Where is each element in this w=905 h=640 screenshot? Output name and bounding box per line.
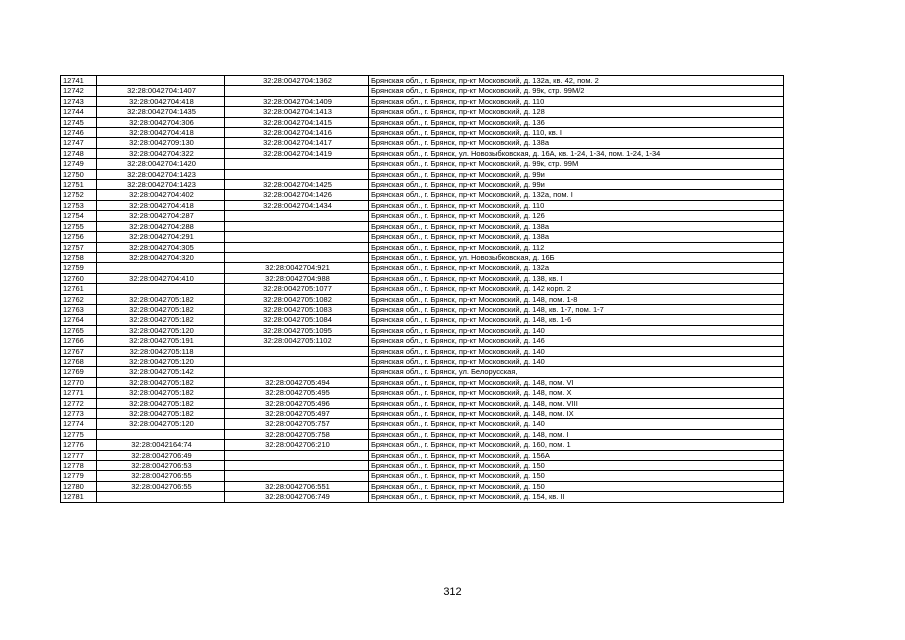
table-row bbox=[61, 107, 784, 117]
parcel-cadastral-number-cell: 32:28:0042705:182 bbox=[97, 294, 225, 304]
object-cadastral-number-cell: 32:28:0042705:495 bbox=[225, 388, 369, 398]
table-row bbox=[61, 429, 784, 439]
table-row bbox=[61, 242, 784, 252]
table-row bbox=[61, 252, 784, 262]
object-cadastral-number-cell: 32:28:0042704:1409 bbox=[225, 96, 369, 106]
address-cell: Брянская обл., г. Брянск, пр-кт Московский, д. 126 bbox=[369, 211, 784, 221]
address-cell: Брянская обл., г. Брянск, пр-кт Московский, д. 148, кв. 1-6 bbox=[369, 315, 784, 325]
parcel-cadastral-number-cell: 32:28:0042704:402 bbox=[97, 190, 225, 200]
address-cell: Брянская обл., г. Брянск, пр-кт Московский, д. 148, кв. 1-7, пом. 1-7 bbox=[369, 304, 784, 314]
address-cell: Брянская обл., г. Брянск, пр-кт Московский, д. 99и bbox=[369, 180, 784, 190]
object-cadastral-number-cell: 32:28:0042704:921 bbox=[225, 263, 369, 273]
table-row bbox=[61, 304, 784, 314]
table-row bbox=[61, 346, 784, 356]
parcel-cadastral-number-cell: 32:28:0042705:191 bbox=[97, 336, 225, 346]
address-cell: Брянская обл., г. Брянск, пр-кт Московский, д. 138а bbox=[369, 221, 784, 231]
table-row bbox=[61, 138, 784, 148]
table-row bbox=[61, 284, 784, 294]
object-cadastral-number-cell: 32:28:0042705:1095 bbox=[225, 325, 369, 335]
address-cell: Брянская обл., г. Брянск, пр-кт Московский, д. 148, пом. VI bbox=[369, 377, 784, 387]
address-cell: Брянская обл., г. Брянск, пр-кт Московский, д. 112 bbox=[369, 242, 784, 252]
row-number-cell: 12779 bbox=[61, 471, 97, 481]
address-cell: Брянская обл., г. Брянск, пр-кт Московский, д. 148, пом. 1-8 bbox=[369, 294, 784, 304]
address-cell: Брянская обл., г. Брянск, пр-кт Московский, д. 148, пом. X bbox=[369, 388, 784, 398]
object-cadastral-number-cell bbox=[225, 159, 369, 169]
row-number-cell: 12750 bbox=[61, 169, 97, 179]
address-cell: Брянская обл., г. Брянск, пр-кт Московский, д. 150 bbox=[369, 461, 784, 471]
row-number-cell: 12781 bbox=[61, 492, 97, 502]
parcel-cadastral-number-cell: 32:28:0042705:120 bbox=[97, 356, 225, 366]
row-number-cell: 12773 bbox=[61, 409, 97, 419]
parcel-cadastral-number-cell: 32:28:0042704:291 bbox=[97, 232, 225, 242]
table-row bbox=[61, 180, 784, 190]
parcel-cadastral-number-cell: 32:28:0042704:1435 bbox=[97, 107, 225, 117]
table-row bbox=[61, 398, 784, 408]
row-number-cell: 12753 bbox=[61, 200, 97, 210]
parcel-cadastral-number-cell: 32:28:0042706:53 bbox=[97, 461, 225, 471]
parcel-cadastral-number-cell: 32:28:0042705:120 bbox=[97, 419, 225, 429]
row-number-cell: 12747 bbox=[61, 138, 97, 148]
page-number: 312 bbox=[443, 586, 462, 598]
address-cell: Брянская обл., г. Брянск, ул. Новозыбковская, д. 16Б bbox=[369, 252, 784, 262]
parcel-cadastral-number-cell bbox=[97, 76, 225, 86]
row-number-cell: 12761 bbox=[61, 284, 97, 294]
address-cell: Брянская обл., г. Брянск, пр-кт Московский, д. 148, пом. IX bbox=[369, 409, 784, 419]
table-row bbox=[61, 492, 784, 502]
parcel-cadastral-number-cell: 32:28:0042706:55 bbox=[97, 481, 225, 491]
address-cell: Брянская обл., г. Брянск, пр-кт Московский, д. 140 bbox=[369, 419, 784, 429]
row-number-cell: 12776 bbox=[61, 440, 97, 450]
object-cadastral-number-cell bbox=[225, 367, 369, 377]
address-cell: Брянская обл., г. Брянск, пр-кт Московский, д. 110 bbox=[369, 200, 784, 210]
table-row bbox=[61, 148, 784, 158]
parcel-cadastral-number-cell: 32:28:0042706:49 bbox=[97, 450, 225, 460]
parcel-cadastral-number-cell: 32:28:0042705:120 bbox=[97, 325, 225, 335]
parcel-cadastral-number-cell: 32:28:0042704:305 bbox=[97, 242, 225, 252]
row-number-cell: 12746 bbox=[61, 128, 97, 138]
parcel-cadastral-number-cell bbox=[97, 429, 225, 439]
address-cell: Брянская обл., г. Брянск, пр-кт Московский, д. 140 bbox=[369, 346, 784, 356]
object-cadastral-number-cell: 32:28:0042705:1077 bbox=[225, 284, 369, 294]
object-cadastral-number-cell: 32:28:0042705:1082 bbox=[225, 294, 369, 304]
address-cell: Брянская обл., г. Брянск, пр-кт Московский, д. 138а bbox=[369, 232, 784, 242]
table-row bbox=[61, 461, 784, 471]
object-cadastral-number-cell: 32:28:0042704:1419 bbox=[225, 148, 369, 158]
table-row bbox=[61, 200, 784, 210]
object-cadastral-number-cell: 32:28:0042704:1425 bbox=[225, 180, 369, 190]
parcel-cadastral-number-cell: 32:28:0042706:55 bbox=[97, 471, 225, 481]
row-number-cell: 12752 bbox=[61, 190, 97, 200]
row-number-cell: 12778 bbox=[61, 461, 97, 471]
object-cadastral-number-cell bbox=[225, 211, 369, 221]
table-row bbox=[61, 117, 784, 127]
row-number-cell: 12759 bbox=[61, 263, 97, 273]
table-row bbox=[61, 409, 784, 419]
address-cell: Брянская обл., г. Брянск, пр-кт Московский, д. 140 bbox=[369, 356, 784, 366]
table-row bbox=[61, 388, 784, 398]
parcel-cadastral-number-cell: 32:28:0042164:74 bbox=[97, 440, 225, 450]
object-cadastral-number-cell: 32:28:0042704:1426 bbox=[225, 190, 369, 200]
table-row bbox=[61, 419, 784, 429]
object-cadastral-number-cell bbox=[225, 461, 369, 471]
row-number-cell: 12763 bbox=[61, 304, 97, 314]
parcel-cadastral-number-cell: 32:28:0042705:118 bbox=[97, 346, 225, 356]
parcel-cadastral-number-cell: 32:28:0042704:320 bbox=[97, 252, 225, 262]
object-cadastral-number-cell: 32:28:0042705:1102 bbox=[225, 336, 369, 346]
address-cell: Брянская обл., г. Брянск, ул. Новозыбковская, д. 16А, кв. 1-24, 1-34, пом. 1-24, 1-34 bbox=[369, 148, 784, 158]
row-number-cell: 12780 bbox=[61, 481, 97, 491]
table-row bbox=[61, 294, 784, 304]
address-cell: Брянская обл., г. Брянск, пр-кт Московский, д. 160, пом. 1 bbox=[369, 440, 784, 450]
table-row bbox=[61, 471, 784, 481]
table-row bbox=[61, 232, 784, 242]
object-cadastral-number-cell bbox=[225, 169, 369, 179]
address-cell: Брянская обл., г. Брянск, ул. Белорусская, bbox=[369, 367, 784, 377]
parcel-cadastral-number-cell: 32:28:0042705:182 bbox=[97, 304, 225, 314]
address-cell: Брянская обл., г. Брянск, пр-кт Московский, д. 132а, кв. 42, пом. 2 bbox=[369, 76, 784, 86]
row-number-cell: 12742 bbox=[61, 86, 97, 96]
address-cell: Брянская обл., г. Брянск, пр-кт Московский, д. 99и bbox=[369, 169, 784, 179]
table-row bbox=[61, 169, 784, 179]
parcel-cadastral-number-cell: 32:28:0042704:1423 bbox=[97, 169, 225, 179]
address-cell: Брянская обл., г. Брянск, пр-кт Московский, д. 150 bbox=[369, 481, 784, 491]
object-cadastral-number-cell bbox=[225, 471, 369, 481]
object-cadastral-number-cell bbox=[225, 232, 369, 242]
address-cell: Брянская обл., г. Брянск, пр-кт Московский, д. 138а bbox=[369, 138, 784, 148]
row-number-cell: 12744 bbox=[61, 107, 97, 117]
parcel-cadastral-number-cell bbox=[97, 263, 225, 273]
object-cadastral-number-cell: 32:28:0042706:210 bbox=[225, 440, 369, 450]
parcel-cadastral-number-cell: 32:28:0042704:1407 bbox=[97, 86, 225, 96]
row-number-cell: 12756 bbox=[61, 232, 97, 242]
row-number-cell: 12775 bbox=[61, 429, 97, 439]
address-cell: Брянская обл., г. Брянск, пр-кт Московский, д. 132а, пом. I bbox=[369, 190, 784, 200]
object-cadastral-number-cell: 32:28:0042706:749 bbox=[225, 492, 369, 502]
row-number-cell: 12757 bbox=[61, 242, 97, 252]
object-cadastral-number-cell: 32:28:0042704:1434 bbox=[225, 200, 369, 210]
table-row bbox=[61, 336, 784, 346]
table-row bbox=[61, 481, 784, 491]
object-cadastral-number-cell: 32:28:0042704:1413 bbox=[225, 107, 369, 117]
table-row bbox=[61, 221, 784, 231]
object-cadastral-number-cell: 32:28:0042705:496 bbox=[225, 398, 369, 408]
row-number-cell: 12751 bbox=[61, 180, 97, 190]
row-number-cell: 12745 bbox=[61, 117, 97, 127]
object-cadastral-number-cell: 32:28:0042704:988 bbox=[225, 273, 369, 283]
address-cell: Брянская обл., г. Брянск, пр-кт Московский, д. 132а bbox=[369, 263, 784, 273]
row-number-cell: 12767 bbox=[61, 346, 97, 356]
row-number-cell: 12771 bbox=[61, 388, 97, 398]
parcel-cadastral-number-cell: 32:28:0042704:1423 bbox=[97, 180, 225, 190]
table-row bbox=[61, 211, 784, 221]
row-number-cell: 12768 bbox=[61, 356, 97, 366]
table-row bbox=[61, 273, 784, 283]
object-cadastral-number-cell: 32:28:0042705:758 bbox=[225, 429, 369, 439]
object-cadastral-number-cell: 32:28:0042704:1415 bbox=[225, 117, 369, 127]
row-number-cell: 12748 bbox=[61, 148, 97, 158]
parcel-cadastral-number-cell: 32:28:0042704:410 bbox=[97, 273, 225, 283]
object-cadastral-number-cell: 32:28:0042705:1084 bbox=[225, 315, 369, 325]
parcel-cadastral-number-cell: 32:28:0042705:182 bbox=[97, 315, 225, 325]
object-cadastral-number-cell: 32:28:0042705:1083 bbox=[225, 304, 369, 314]
parcel-cadastral-number-cell: 32:28:0042704:288 bbox=[97, 221, 225, 231]
table-row bbox=[61, 159, 784, 169]
table-row bbox=[61, 440, 784, 450]
parcel-cadastral-number-cell: 32:28:0042704:306 bbox=[97, 117, 225, 127]
parcel-cadastral-number-cell: 32:28:0042704:418 bbox=[97, 96, 225, 106]
object-cadastral-number-cell: 32:28:0042705:497 bbox=[225, 409, 369, 419]
address-cell: Брянская обл., г. Брянск, пр-кт Московский, д. 148, пом. VIII bbox=[369, 398, 784, 408]
table-row bbox=[61, 367, 784, 377]
address-cell: Брянская обл., г. Брянск, пр-кт Московский, д. 128 bbox=[369, 107, 784, 117]
object-cadastral-number-cell: 32:28:0042704:1417 bbox=[225, 138, 369, 148]
table-row bbox=[61, 128, 784, 138]
parcel-cadastral-number-cell: 32:28:0042705:182 bbox=[97, 409, 225, 419]
parcel-cadastral-number-cell: 32:28:0042709:130 bbox=[97, 138, 225, 148]
row-number-cell: 12765 bbox=[61, 325, 97, 335]
parcel-cadastral-number-cell: 32:28:0042705:142 bbox=[97, 367, 225, 377]
object-cadastral-number-cell bbox=[225, 252, 369, 262]
address-cell: Брянская обл., г. Брянск, пр-кт Московский, д. 156А bbox=[369, 450, 784, 460]
row-number-cell: 12764 bbox=[61, 315, 97, 325]
address-cell: Брянская обл., г. Брянск, пр-кт Московский, д. 140 bbox=[369, 325, 784, 335]
table-row bbox=[61, 315, 784, 325]
registry-table bbox=[60, 75, 784, 503]
row-number-cell: 12777 bbox=[61, 450, 97, 460]
object-cadastral-number-cell bbox=[225, 221, 369, 231]
row-number-cell: 12743 bbox=[61, 96, 97, 106]
row-number-cell: 12754 bbox=[61, 211, 97, 221]
address-cell: Брянская обл., г. Брянск, пр-кт Московский, д. 99к, стр. 99М/2 bbox=[369, 86, 784, 96]
object-cadastral-number-cell: 32:28:0042704:1416 bbox=[225, 128, 369, 138]
object-cadastral-number-cell: 32:28:0042705:494 bbox=[225, 377, 369, 387]
parcel-cadastral-number-cell: 32:28:0042704:418 bbox=[97, 128, 225, 138]
object-cadastral-number-cell: 32:28:0042706:551 bbox=[225, 481, 369, 491]
parcel-cadastral-number-cell: 32:28:0042705:182 bbox=[97, 377, 225, 387]
object-cadastral-number-cell: 32:28:0042705:757 bbox=[225, 419, 369, 429]
object-cadastral-number-cell: 32:28:0042704:1362 bbox=[225, 76, 369, 86]
table-row bbox=[61, 356, 784, 366]
object-cadastral-number-cell bbox=[225, 356, 369, 366]
parcel-cadastral-number-cell: 32:28:0042704:418 bbox=[97, 200, 225, 210]
row-number-cell: 12749 bbox=[61, 159, 97, 169]
row-number-cell: 12774 bbox=[61, 419, 97, 429]
address-cell: Брянская обл., г. Брянск, пр-кт Московский, д. 136 bbox=[369, 117, 784, 127]
table-row bbox=[61, 190, 784, 200]
address-cell: Брянская обл., г. Брянск, пр-кт Московский, д. 99к, стр. 99М bbox=[369, 159, 784, 169]
row-number-cell: 12755 bbox=[61, 221, 97, 231]
table-row bbox=[61, 76, 784, 86]
address-cell: Брянская обл., г. Брянск, пр-кт Московский, д. 142 корп. 2 bbox=[369, 284, 784, 294]
registry-table-body bbox=[61, 76, 784, 503]
parcel-cadastral-number-cell bbox=[97, 492, 225, 502]
row-number-cell: 12741 bbox=[61, 76, 97, 86]
address-cell: Брянская обл., г. Брянск, пр-кт Московский, д. 110, кв. I bbox=[369, 128, 784, 138]
parcel-cadastral-number-cell: 32:28:0042705:182 bbox=[97, 388, 225, 398]
table-row bbox=[61, 377, 784, 387]
parcel-cadastral-number-cell: 32:28:0042704:287 bbox=[97, 211, 225, 221]
row-number-cell: 12762 bbox=[61, 294, 97, 304]
row-number-cell: 12758 bbox=[61, 252, 97, 262]
row-number-cell: 12766 bbox=[61, 336, 97, 346]
parcel-cadastral-number-cell: 32:28:0042705:182 bbox=[97, 398, 225, 408]
object-cadastral-number-cell bbox=[225, 86, 369, 96]
table-row bbox=[61, 263, 784, 273]
table-row bbox=[61, 96, 784, 106]
address-cell: Брянская обл., г. Брянск, пр-кт Московский, д. 148, пом. I bbox=[369, 429, 784, 439]
parcel-cadastral-number-cell bbox=[97, 284, 225, 294]
address-cell: Брянская обл., г. Брянск, пр-кт Московский, д. 150 bbox=[369, 471, 784, 481]
object-cadastral-number-cell bbox=[225, 450, 369, 460]
parcel-cadastral-number-cell: 32:28:0042704:322 bbox=[97, 148, 225, 158]
address-cell: Брянская обл., г. Брянск, пр-кт Московский, д. 146 bbox=[369, 336, 784, 346]
address-cell: Брянская обл., г. Брянск, пр-кт Московский, д. 110 bbox=[369, 96, 784, 106]
table-row bbox=[61, 86, 784, 96]
row-number-cell: 12760 bbox=[61, 273, 97, 283]
object-cadastral-number-cell bbox=[225, 242, 369, 252]
table-row bbox=[61, 450, 784, 460]
row-number-cell: 12769 bbox=[61, 367, 97, 377]
row-number-cell: 12770 bbox=[61, 377, 97, 387]
address-cell: Брянская обл., г. Брянск, пр-кт Московский, д. 138, кв. I bbox=[369, 273, 784, 283]
object-cadastral-number-cell bbox=[225, 346, 369, 356]
parcel-cadastral-number-cell: 32:28:0042704:1420 bbox=[97, 159, 225, 169]
table-row bbox=[61, 325, 784, 335]
address-cell: Брянская обл., г. Брянск, пр-кт Московский, д. 154, кв. II bbox=[369, 492, 784, 502]
row-number-cell: 12772 bbox=[61, 398, 97, 408]
